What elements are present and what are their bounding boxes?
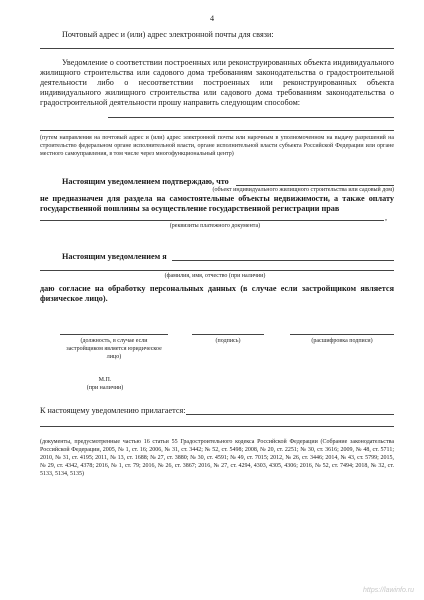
stamp-note: (при наличии)	[86, 385, 124, 391]
delivery-method-note: (путем направления на почтовый адрес и (или) адрес электронной почты или нарочным в уполномоченном на выдачу разрешений на строительство федеральном органе исполнительной власти, органе исполнительной власти субъекта Российской Федерации или органе местного самоуправления, в том числе через многофункциональный центр)	[40, 135, 394, 157]
comma: ,	[385, 213, 388, 222]
consent-statement: даю согласие на обработку персональных данных (в случае если застройщиком является физическое лицо).	[40, 284, 394, 303]
attachments-line-1	[186, 414, 394, 415]
position-note: (должность, в случае если застройщиком является юридическое лицо)	[66, 338, 162, 360]
position-line	[60, 334, 168, 335]
decryption-note: (расшифровка подписи)	[311, 338, 373, 344]
watermark: https://lawinfo.ru	[363, 587, 414, 594]
attachments-label: К настоящему уведомлению прилагается:	[40, 406, 186, 415]
payment-note: (реквизиты платежного документа)	[169, 223, 261, 229]
consent-label: Настоящим уведомлением я	[62, 252, 167, 261]
delivery-method-line-2	[40, 130, 394, 131]
page-number: 4	[209, 14, 215, 23]
signature-note: (подпись)	[215, 338, 241, 344]
stamp-label: М.П.	[98, 377, 112, 383]
contact-label: Почтовый адрес и (или) адрес электронной почты для связи:	[62, 30, 274, 39]
contact-line	[40, 48, 394, 49]
decryption-line	[290, 334, 394, 335]
signature-line	[192, 334, 264, 335]
object-note: (объект индивидуального жилищного строительства или садовый дом)	[212, 187, 394, 193]
consent-line	[172, 260, 394, 261]
attachments-note: (документы, предусмотренные частью 16 статьи 55 Градостроительного кодекса Российской Федерации (Собрание законодательства Российской Федерации, 2005, № 1, ст. 16; 2006, № 31, ст. 3442; № 52, ст. 5498; 2008, № 20, ст. 2251; № 30, ст. 3616; 2009, № 48, ст. 5711; 2010, № 31, ст. 4195; 2011, № 13, ст. 1688; № 27, ст. 3880; № 30, ст. 4591; № 49, ст. 7015; 2012, № 26, ст. 3446; 2014, № 43, ст. 5799; 2015, № 29, ст. 4342, 4378; 2016, № 1, ст. 79; 2016, № 26, ст. 3867; 2016, № 27, ст. 4294, 4303, 4305, 4306; 2016, № 52, ст. 7494; 2018, № 32, ст. 5133, 5134, 5135)	[40, 439, 394, 477]
fio-note: (фамилия, имя, отчество (при наличии)	[164, 273, 266, 279]
delivery-method-line	[108, 117, 394, 118]
confirm-label: Настоящим уведомлением подтверждаю, что	[62, 177, 229, 186]
confirm-statement: не предназначен для раздела на самостоятельные объекты недвижимости, а также оплату государственной пошлины за осуществление государственной регистрации прав	[40, 194, 394, 213]
attachments-line-2	[40, 426, 394, 427]
fio-line	[40, 270, 394, 271]
notice-paragraph: Уведомление о соответствии построенных или реконструированных объекта индивидуального жилищного строительства или садового дома требованиям законодательства о градостроительной деятельности либо о несоответствии построенных или реконструированных объекта индивидуального жилищного строительства или садового дома требованиям законодательства о градостроительной деятельности прошу направить следующим способом:	[40, 58, 394, 107]
payment-line	[40, 220, 384, 221]
